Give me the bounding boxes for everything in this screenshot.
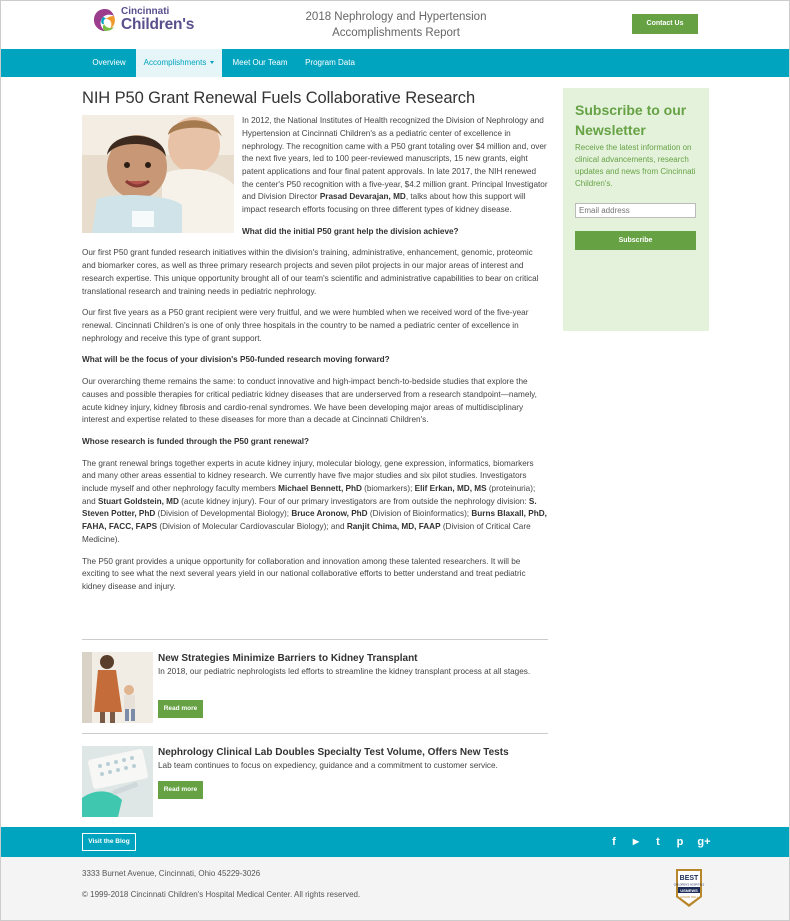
facebook-icon[interactable]: f xyxy=(612,836,616,848)
article-question: Whose research is funded through the P50 grant renewal? xyxy=(82,436,310,446)
article-text: In 2012, the National Institutes of Health recognized the Division of Nephrology and Hypertension at Cincinnati Children's as a pediatric center of excellence in nephrology. The recognition came with a P50 grant totaling over $4 million and, over the next five years, led to 100 peer-reviewed manuscripts, 15 new grants, eight patent applications and four final patent approvals. In late 2017, the NIH renewed the center's P50 recognition with a five-year, $4.2 million grant. Principal Investigator and Division Director xyxy=(242,116,548,202)
article-text: (proteinuria); and xyxy=(82,484,536,506)
report-title-line2: Accomplishments Report xyxy=(332,26,460,39)
article xyxy=(82,89,548,603)
article-paragraph xyxy=(82,458,548,547)
report-title-line1: 2018 Nephrology and Hypertension xyxy=(305,11,487,23)
nav-item-program-data[interactable]: Program Data xyxy=(305,58,355,67)
investigator-name: Prasad Devarajan, MD xyxy=(319,192,406,202)
badge-honor-roll: HONOR ROLL xyxy=(679,895,699,899)
article-text: (biomarkers); xyxy=(361,484,415,494)
cincinnati-childrens-logo[interactable] xyxy=(92,7,194,33)
investigator-name: Ranjit Chima, MD, FAAP xyxy=(346,522,441,532)
investigator-name: Bruce Aronow, PhD xyxy=(291,509,368,519)
newsletter-signup xyxy=(563,88,709,331)
article-paragraph: Our overarching theme remains the same: to conduct innovative and high-impact bench-to-bedside studies that explore the causes and possible therapies for critical pediatric kidney diseases that are underserved from a research standpoint—namely, acute kidney injury, kidney fibrosis and cardio-renal syndromes. We have been developing major areas of multidisciplinary interest and expertise related to these diseases for more than a decade at Cincinnati Children's. xyxy=(82,377,537,425)
logo-text-top: Cincinnati xyxy=(121,6,170,18)
logo-swirl-icon xyxy=(92,7,118,33)
nav-item-accomplishments-label: Accomplishments xyxy=(143,58,207,67)
article-text: (Division of Bioinformatics); xyxy=(367,509,472,519)
footer-address: 3333 Burnet Avenue, Cincinnati, Ohio 45229-3026 xyxy=(82,869,261,878)
article-question: What will be the focus of your division's P50-funded research moving forward? xyxy=(82,355,390,365)
related-article-description: Lab team continues to focus on expediency, guidance and a commitment to customer service. xyxy=(158,761,498,770)
footer-bar xyxy=(1,827,789,857)
badge-childrens-hospitals: CHILDREN'S HOSPITALS xyxy=(673,883,705,887)
read-more-button[interactable]: Read more xyxy=(158,700,203,718)
newsletter-description: Receive the latest information on clinical advancements, research updates and news from Cincinnati Children's. xyxy=(575,142,696,188)
twitter-icon[interactable]: t xyxy=(656,836,660,848)
footer-bottom xyxy=(1,857,789,920)
article-title: NIH P50 Grant Renewal Fuels Collaborative Research xyxy=(82,89,476,107)
hero-photo-child-and-nurse xyxy=(82,115,234,233)
pinterest-icon[interactable]: p xyxy=(676,836,684,848)
logo-text-bottom: Children's xyxy=(121,16,195,34)
article-text: , talks about how this support will impact research efforts focusing on three different types of kidney disease. xyxy=(242,192,526,215)
article-paragraph: Our first five years as a P50 grant recipient were very fruitful, and we were humbled when we received word of the five-year renewal. Cincinnati Children's is one of only three hospitals in the country to be named a pediatric center of excellence in nephrology and receive this type of grant support. xyxy=(82,308,529,343)
badge-usnews: USNEWS xyxy=(680,887,698,893)
report-title xyxy=(271,10,521,41)
related-article-title[interactable]: New Strategies Minimize Barriers to Kidney Transplant xyxy=(158,653,418,664)
newsletter-title: Subscribe to our Newsletter xyxy=(575,102,687,139)
nav-item-overview[interactable]: Overview xyxy=(92,58,126,67)
related-photo-family[interactable] xyxy=(82,652,153,723)
article-text: (Division of Critical Care Medicine). xyxy=(82,522,531,544)
related-article-description: In 2018, our pediatric nephrologists led efforts to streamline the kidney transplant process at all stages. xyxy=(158,667,531,676)
related-photo-lab[interactable] xyxy=(82,746,153,817)
related-article xyxy=(82,652,548,724)
related-article-title[interactable]: Nephrology Clinical Lab Doubles Specialty Test Volume, Offers New Tests xyxy=(158,747,509,758)
article-text: (Division of Developmental Biology); xyxy=(155,509,292,519)
section-divider xyxy=(82,733,548,734)
site-header xyxy=(1,1,789,49)
email-input[interactable] xyxy=(575,203,696,218)
badge-best: BEST xyxy=(679,875,699,882)
article-text: (acute kidney injury). Four of our primary investigators are from outside the nephrology division: xyxy=(178,496,529,506)
google-plus-icon[interactable]: g+ xyxy=(697,836,711,848)
article-paragraph: Our first P50 grant funded research initiatives within the division's training, administrative, enhancement, genomic, proteomic and biomarker cores, as well as three primary research projects and seven pilot projects in our major areas of interest and research expertise. This unique opportunity brought all of our team's scientific and administrative capabilities to bear on critical translational research and training needs in pediatric nephrology. xyxy=(82,248,539,296)
visit-blog-button[interactable]: Visit the Blog xyxy=(82,833,136,851)
read-more-button[interactable]: Read more xyxy=(158,781,203,799)
investigator-name: Elif Erkan, MD, MS xyxy=(414,484,487,494)
main-nav xyxy=(1,49,789,77)
investigator-name: Michael Bennett, PhD xyxy=(278,484,362,494)
caret-down-icon xyxy=(210,61,214,64)
related-article xyxy=(82,746,548,818)
section-divider xyxy=(82,639,548,640)
article-question: What did the initial P50 grant help the division achieve? xyxy=(242,226,459,236)
nav-item-accomplishments[interactable] xyxy=(136,49,222,77)
us-news-best-childrens-hospitals-badge xyxy=(672,867,706,909)
contact-us-button[interactable]: Contact Us xyxy=(632,14,698,34)
article-text: The grant renewal brings together experts in acute kidney injury, molecular biology, gene expression, informatics, biomarkers and many other areas essential to kidney research. We currently have five major studies and six pilot studies. Investigators include myself and other nephrology faculty members xyxy=(82,458,534,494)
investigator-name: Stuart Goldstein, MD xyxy=(97,496,179,506)
youtube-icon[interactable]: ▶ xyxy=(632,837,640,846)
article-paragraph: The P50 grant provides a unique opportunity for collaboration and innovation among these talented researchers. It will be exciting to see what the next several years yield in our national collaborative efforts to better understand and treat pediatric kidney disease and injury. xyxy=(82,556,526,591)
article-text: (Division of Molecular Cardiovascular Biology); and xyxy=(157,522,347,532)
footer-copyright: © 1999-2018 Cincinnati Children's Hospital Medical Center. All rights reserved. xyxy=(82,890,361,899)
investigator-name: S. Steven Potter, PhD xyxy=(82,496,537,519)
nav-item-meet-our-team[interactable]: Meet Our Team xyxy=(232,58,288,67)
investigator-name: Burns Blaxall, PhD, FAHA, FACC, FAPS xyxy=(82,509,547,532)
subscribe-button[interactable]: Subscribe xyxy=(575,231,696,250)
